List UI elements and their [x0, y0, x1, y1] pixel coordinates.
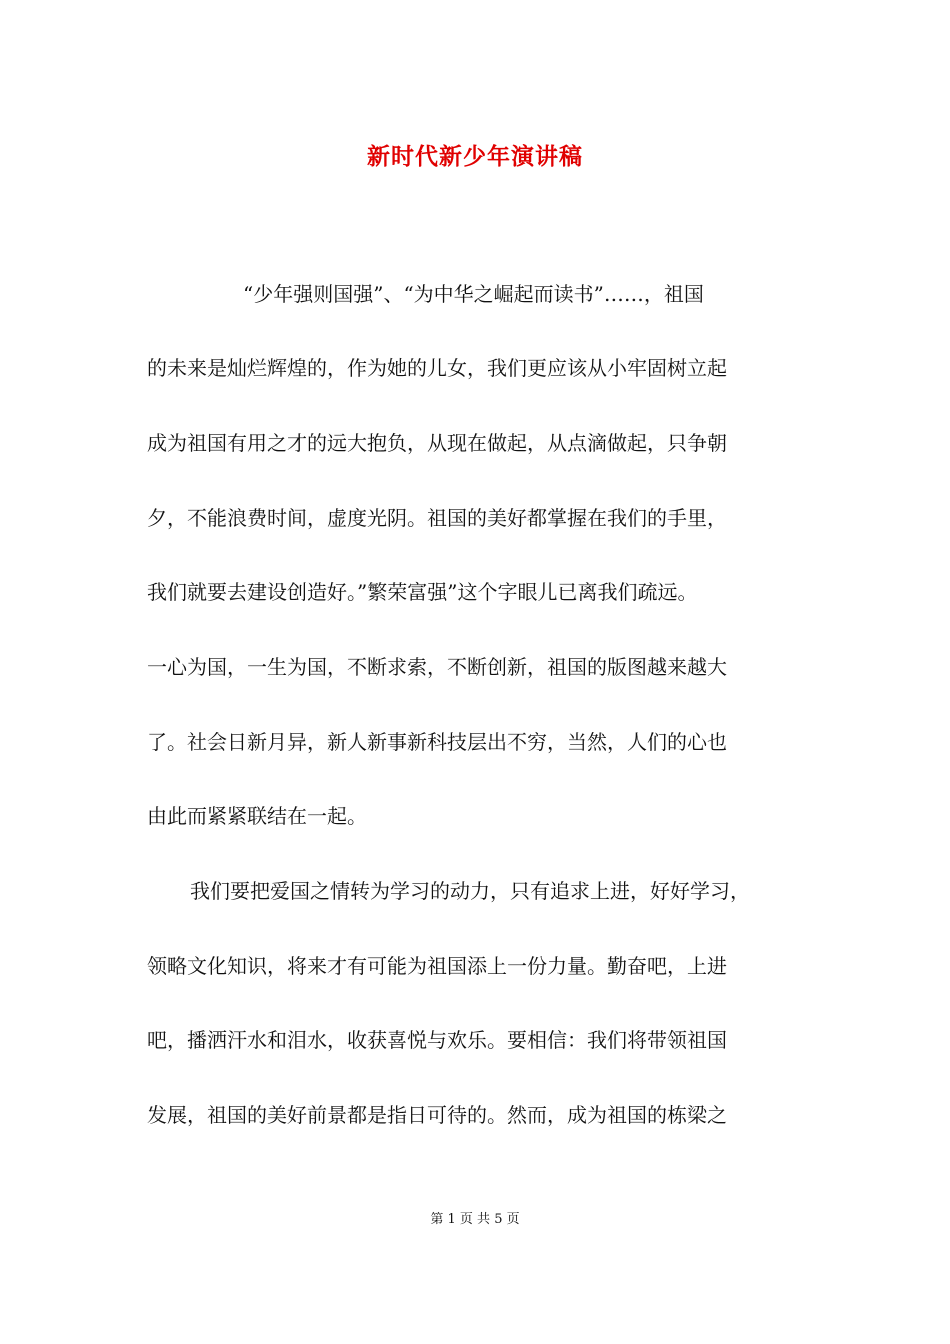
paragraph-1-line-5: 我们就要去建设创造好。”繁荣富强”这个字眼儿已离我们疏远。: [147, 580, 698, 604]
paragraph-2-line-1: 我们要把爱国之情转为学习的动力，只有追求上进，好好学习，: [190, 879, 750, 903]
paragraph-1-line-1: “少年强则国强”、“为中华之崛起而读书”……，祖国: [243, 282, 704, 306]
document-title: 新时代新少年演讲稿: [367, 143, 583, 170]
paragraph-1-line-4: 夕，不能浪费时间，虚度光阴。祖国的美好都掌握在我们的手里，: [147, 506, 727, 530]
page-number-footer: 第 1 页 共 5 页: [430, 1212, 520, 1227]
paragraph-2-line-2: 领略文化知识，将来才有可能为祖国添上一份力量。勤奋吧，上进: [147, 954, 727, 978]
paragraph-2-line-4: 发展，祖国的美好前景都是指日可待的。然而，成为祖国的栋梁之: [147, 1103, 727, 1127]
paragraph-1-line-6: 一心为国，一生为国，不断求索，不断创新，祖国的版图越来越大: [147, 655, 727, 679]
paragraph-1-line-7: 了。社会日新月异，新人新事新科技层出不穷，当然，人们的心也: [147, 730, 727, 754]
paragraph-1-line-8: 由此而紧紧联结在一起。: [147, 804, 367, 828]
paragraph-1-line-3: 成为祖国有用之才的远大抱负，从现在做起，从点滴做起，只争朝: [147, 431, 727, 455]
paragraph-1-line-2: 的未来是灿烂辉煌的，作为她的儿女，我们更应该从小牢固树立起: [147, 356, 727, 380]
paragraph-2-line-3: 吧，播洒汗水和泪水，收获喜悦与欢乐。要相信：我们将带领祖国: [147, 1028, 727, 1052]
